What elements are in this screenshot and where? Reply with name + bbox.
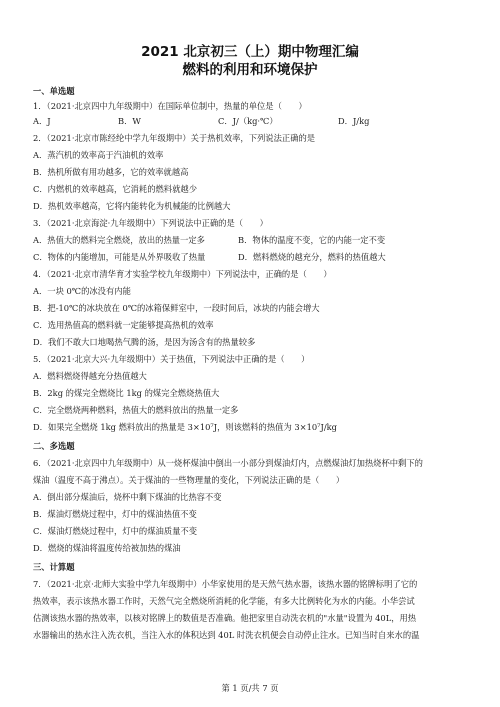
section-heading-single-choice: 一、单选题 <box>33 86 75 96</box>
question-7-line-3: 估测该热水器的热效率，以核对铭牌上的数值是否准确。他把家里自动洗衣机的"水量"设置为 40L，用热 <box>33 613 417 623</box>
q3-option-b: B．物体的温度不变，它的内能一定不变 <box>238 235 386 245</box>
q4-option-c: C．选用热值高的燃料就一定能够提高热机的效率 <box>33 320 214 330</box>
page-number: 第 1 页/共 7 页 <box>221 683 279 693</box>
document-title: 2021 北京初三（上）期中物理汇编 <box>141 44 359 60</box>
section-heading-calculation: 三、计算题 <box>33 562 75 572</box>
q2-option-b: B．热机所做有用功越多，它的效率就越高 <box>33 167 189 177</box>
q1-option-a: A．J <box>33 116 51 126</box>
question-2-stem: 2．（2021·北京市陈经纶中学九年级期中）关于热机效率，下列说法正确的是 <box>33 133 316 143</box>
question-1-stem: 1．（2021·北京四中九年级期中）在国际单位制中，热量的单位是（ ） <box>33 101 307 111</box>
q6-option-a: A．倒出部分煤油后，烧杯中剩下煤油的比热容不变 <box>33 492 222 502</box>
document-subtitle: 燃料的利用和环境保护 <box>182 62 318 78</box>
question-4-stem: 4．（2021·北京市清华育才实验学校九年级期中）下列说法中，正确的是（ ） <box>33 269 332 279</box>
q6-option-d: D．燃烧的煤油将温度传给被加热的煤油 <box>33 543 181 553</box>
q3-option-d: D．燃料燃烧的越充分，燃料的热值越大 <box>238 252 386 262</box>
q6-option-c: C．煤油灯燃烧过程中，灯中的煤油质量不变 <box>33 526 197 536</box>
section-heading-multiple-choice: 二、多选题 <box>33 441 75 451</box>
q5-option-b: B．2kg 的煤完全燃烧比 1kg 的煤完全燃烧热值大 <box>33 388 220 398</box>
q1-option-c: C．J/（kg·℃） <box>218 116 278 126</box>
q5-option-a: A．燃料燃烧得越充分热值越大 <box>33 371 147 381</box>
q6-option-b: B．煤油灯燃烧过程中，灯中的煤油热值不变 <box>33 509 197 519</box>
question-7-line-2: 热效率，表示该热水器工作时，天然气完全燃烧所消耗的化学能，有多大比例转化为水的内能。小华尝试 <box>33 596 415 606</box>
q1-option-d: D．J/kg <box>338 116 370 126</box>
q3-option-c: C．物体的内能增加，可能是从外界吸收了热量 <box>33 252 206 262</box>
q2-option-a: A．蒸汽机的效率高于汽油机的效率 <box>33 150 164 160</box>
q5-option-d: D．如果完全燃烧 1kg 燃料放出的热量是 3×10⁷J，则该燃料的热值为 3×10⁷J/kg <box>33 422 337 432</box>
q2-option-d: D．热机效率越高，它将内能转化为机械能的比例越大 <box>33 201 231 211</box>
question-6-stem-line-1: 6．（2021·北京四中九年级期中）从一烧杯煤油中倒出一小部分到煤油灯内，点燃煤油灯加热烧杯中剩下的 <box>33 458 423 468</box>
question-6-stem-line-2: 煤油（温度不高于沸点）。关于煤油的一些物理量的变化，下列说法正确的是（ ） <box>33 475 345 485</box>
question-5-stem: 5．（2021·北京大兴·九年级期中）关于热值，下列说法中正确的是（ ） <box>33 354 310 364</box>
q4-option-d: D．我们不敢大口地喝热气腾的汤，是因为汤含有的热量较多 <box>33 337 256 347</box>
q4-option-b: B．把-10℃的冰块放在 0℃的冰箱保鲜室中，一段时间后，冰块的内能会增大 <box>33 303 320 313</box>
q3-option-a: A．热值大的燃料完全燃烧，放出的热量一定多 <box>33 235 205 245</box>
question-7-line-4: 水器输出的热水注入洗衣机，当注入水的体积达到 40L 时洗衣机便会自动停止注水。已知当时自来水的温 <box>33 630 420 640</box>
question-3-stem: 3．（2021·北京海淀·九年级期中）下列说法中正确的是（ ） <box>33 218 268 228</box>
q2-option-c: C．内燃机的效率越高，它消耗的燃料就越少 <box>33 184 197 194</box>
q4-option-a: A．一块 0℃的冰没有内能 <box>33 286 131 296</box>
question-7-line-1: 7．（2021·北京·北师大实验中学九年级期中）小华家使用的是天然气热水器，该热水器的铭牌标明了它的 <box>33 579 418 589</box>
q5-option-c: C．完全燃烧两种燃料，热值大的燃料放出的热量一定多 <box>33 405 239 415</box>
q1-option-b: B．W <box>118 116 141 126</box>
